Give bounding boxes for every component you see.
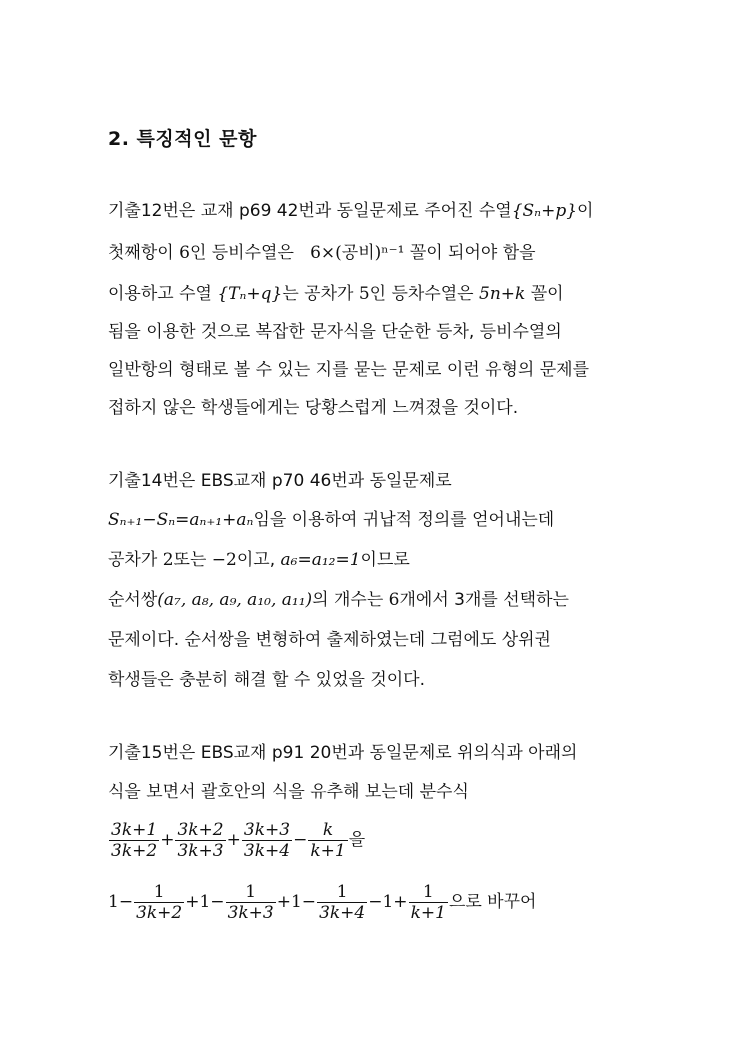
eq2-frac [226, 882, 276, 923]
eq1-op: − [293, 830, 308, 850]
eq2-prefix: +1− [276, 892, 317, 912]
p1-l3-text-b: 는 공차가 [282, 284, 354, 304]
eq2-prefix: 1− [108, 892, 134, 912]
eq1-num: 3k+2 [177, 819, 224, 840]
p1-line-4: 됨을 이용한 것으로 복잡한 문자식을 단순한 등차, 등비수열의 [108, 322, 562, 342]
eq1-op: + [160, 830, 175, 850]
p2-line-2 [108, 508, 554, 532]
eq2-num: 1 [245, 881, 257, 902]
eq1-den: 3k+3 [177, 840, 224, 861]
eq2-suffix: 으로 바꾸어 [448, 892, 537, 912]
eq1-frac [242, 820, 292, 861]
p2-l4-text-b: 의 개수는 [312, 590, 384, 610]
p1-l1-expr: {Sₙ+p} [511, 201, 578, 221]
section-heading: 2. 특징적인 문항 [108, 128, 257, 150]
eq1-den: 3k+4 [243, 840, 291, 861]
p1-l3-text-c: 인 등차수열은 [369, 284, 474, 304]
p2-l4-text: 순서쌍 [108, 590, 158, 610]
p2-l4-expr: (a₇, a₈, a₉, a₁₀, a₁₁) [157, 590, 313, 610]
eq2-prefix: +1− [185, 892, 225, 912]
eq2-den: k+1 [410, 902, 446, 923]
p3-line-2: 식을 보면서 괄호안의 식을 유추해 보는데 분수식 [108, 782, 469, 802]
p1-l1-text: 기출12번은 교재 p69 42번과 동일문제로 주어진 수열 [108, 201, 512, 221]
p2-l2-text: 임을 이용하여 귀납적 정의를 얻어내는데 [253, 510, 555, 530]
p2-l4-six: 6 [388, 590, 400, 610]
p2-l4-text-c: 개에서 3개를 선택하는 [399, 590, 569, 610]
p1-l3-expr: {Tₙ+q} [217, 284, 283, 304]
eq1-frac [308, 820, 347, 861]
p1-line-2 [108, 241, 536, 265]
eq1-suffix: 을 [348, 830, 366, 850]
p2-l3-neg: −2 [211, 550, 237, 570]
p1-line-5: 일반항의 형태로 볼 수 있는 지를 묻는 문제로 이런 유형의 문제를 [108, 360, 590, 380]
p2-l3-two: 2 [162, 550, 174, 570]
p1-line-1 [108, 199, 593, 223]
p2-line-4 [108, 588, 569, 612]
p1-l2-text-c: 꼴이 되어야 함을 [409, 243, 536, 263]
eq2-frac [409, 882, 448, 923]
eq2-den: 3k+3 [227, 902, 274, 923]
eq2-den: 3k+2 [136, 902, 183, 923]
p1-l3-five: 5 [358, 284, 370, 304]
eq2-num: 1 [336, 881, 348, 902]
p1-l3-text-d: 꼴이 [530, 284, 564, 304]
eq1-num: 3k+1 [111, 819, 158, 840]
p1-l2-expr: 6×(공비)ⁿ⁻¹ [310, 243, 405, 263]
p2-l2-expr: Sₙ₊₁−Sₙ=aₙ₊₁+aₙ [108, 510, 254, 530]
eq2-den: 3k+4 [319, 902, 366, 923]
p2-l3-text-d: 이므로 [360, 550, 410, 570]
p1-l3-expr2: 5n+k [479, 284, 526, 304]
p1-l2-text-b: 인 등비수열은 [189, 243, 294, 263]
eq1-num: k [322, 819, 334, 840]
eq1-op: + [226, 830, 241, 850]
p3-line-1: 기출15번은 EBS교재 p91 20번과 동일문제로 위의식과 아래의 [108, 743, 578, 763]
eq1-num: 3k+3 [243, 819, 291, 840]
p1-l1-tail: 이 [577, 201, 594, 221]
p2-line-1: 기출14번은 EBS교재 p70 46번과 동일문제로 [108, 471, 452, 491]
p2-line-6: 학생들은 충분히 해결 할 수 있었을 것이다. [108, 670, 426, 690]
fraction-equation-1 [108, 818, 365, 862]
eq2-num: 1 [422, 881, 434, 902]
eq1-frac [109, 820, 159, 861]
p2-line-3 [108, 548, 410, 572]
p2-l3-text-c: 이고, [236, 550, 276, 570]
p2-l3-text: 공차가 [108, 550, 158, 570]
eq2-frac [134, 882, 184, 923]
p2-l3-expr: a₆=a₁₂=1 [280, 550, 361, 570]
p1-line-3 [108, 282, 564, 306]
p1-line-6: 접하지 않은 학생들에게는 당황스럽게 느껴졌을 것이다. [108, 398, 519, 418]
p1-l2-text: 첫째항이 [108, 243, 174, 263]
p1-l2-six: 6 [179, 243, 190, 263]
eq2-num: 1 [153, 881, 165, 902]
p2-l3-text-b: 또는 [173, 550, 207, 570]
eq2-frac [317, 882, 367, 923]
p2-line-5: 문제이다. 순서쌍을 변형하여 출제하였는데 그럼에도 상위권 [108, 630, 551, 650]
eq2-prefix: −1+ [368, 892, 408, 912]
eq1-den: 3k+2 [111, 840, 158, 861]
eq1-den: k+1 [310, 840, 346, 861]
eq1-frac [175, 820, 225, 861]
fraction-equation-2 [108, 880, 536, 924]
p1-l3-text: 이용하고 수열 [108, 284, 212, 304]
